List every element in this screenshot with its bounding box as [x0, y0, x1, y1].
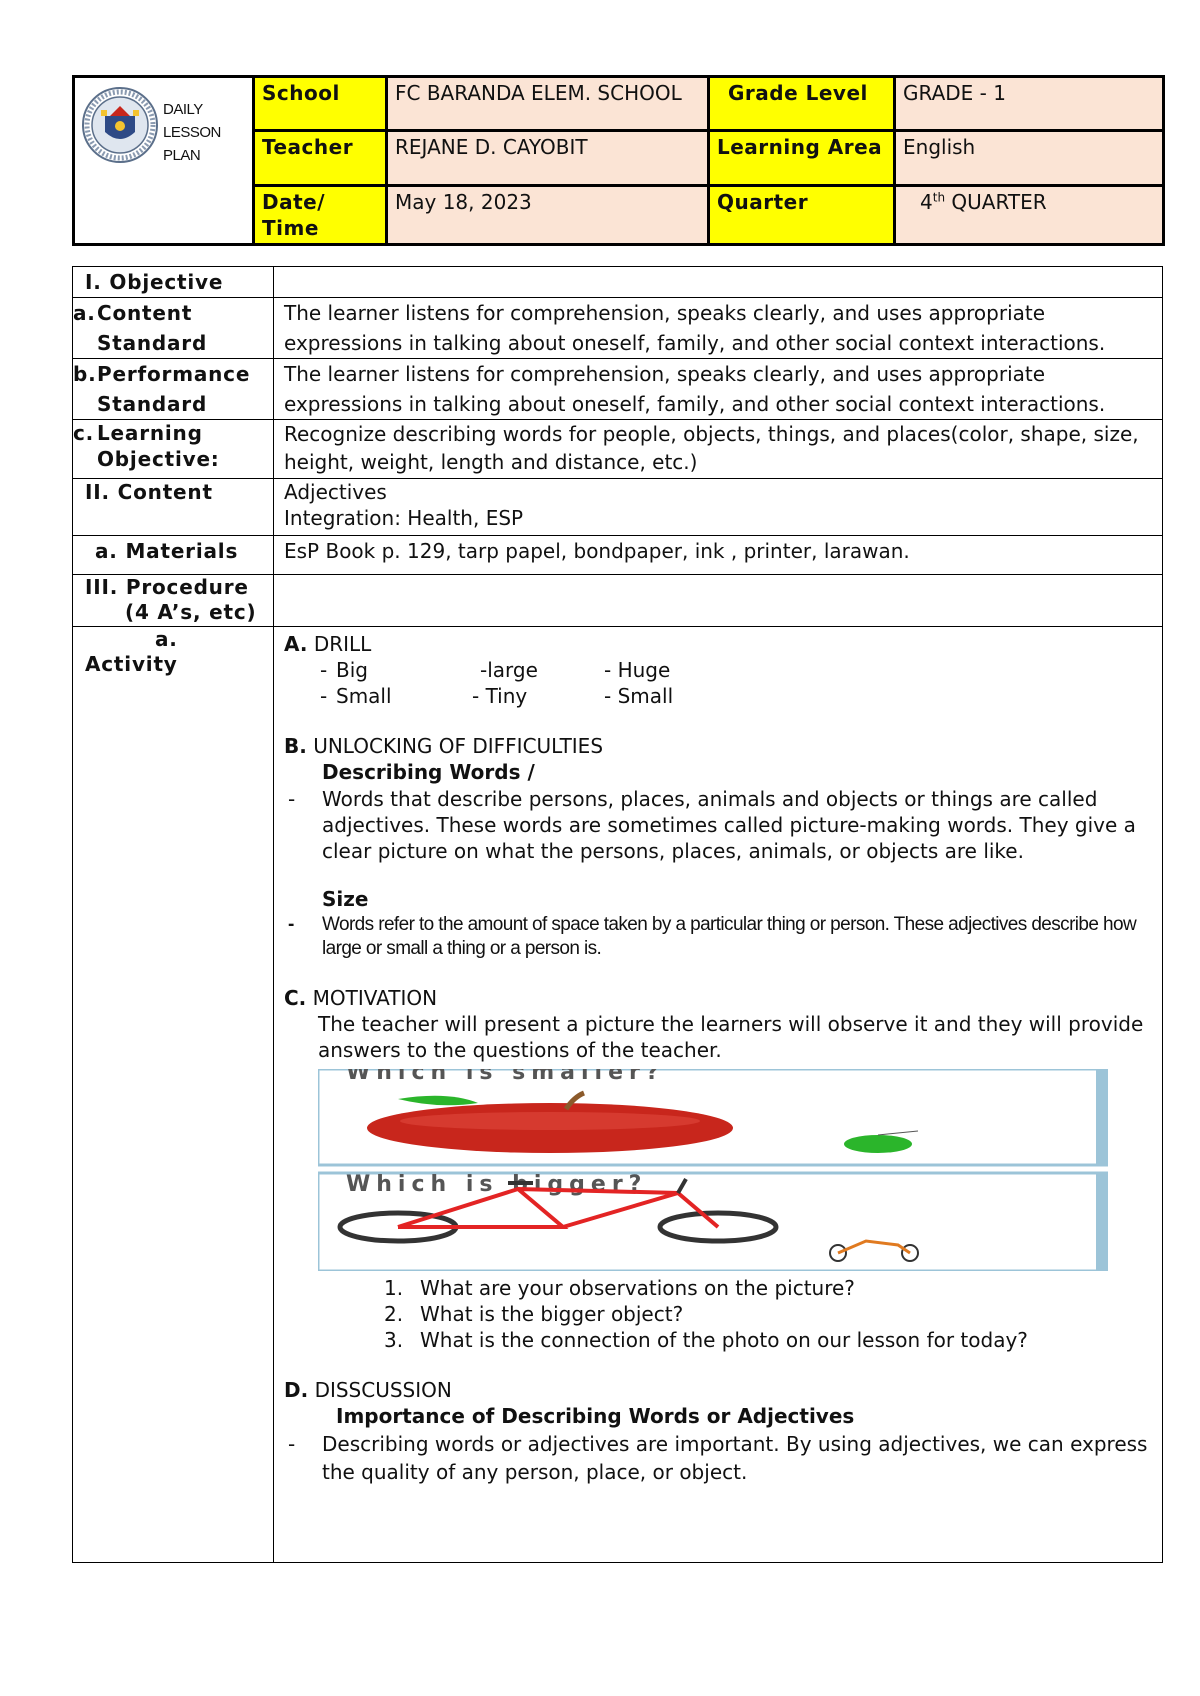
quarter-label: Quarter	[709, 186, 895, 245]
activity-label: a. Activity	[73, 627, 274, 1563]
materials-text: EsP Book p. 129, tarp papel, bondpaper, ink , printer, larawan.	[274, 536, 1163, 575]
learning-area-label: Learning Area	[709, 131, 895, 186]
date-time-value: May 18, 2023	[387, 186, 709, 245]
content-line-1: Adjectives	[284, 480, 387, 504]
logo-cell	[74, 77, 254, 245]
motivation-heading: C. MOTIVATION	[284, 986, 438, 1010]
size-subheading: Size	[322, 887, 369, 911]
question-list	[284, 1275, 1152, 1353]
describing-words-subheading: Describing Words /	[322, 760, 535, 784]
learning-objective-text: Recognize describing words for people, objects, things, and places(color, shape, size, height, weight, length and distance, etc.)	[274, 420, 1163, 479]
apple-bike-illustration	[318, 1069, 1108, 1271]
school-label: School	[254, 77, 387, 131]
picture-caption-smaller: Which is smaller?	[346, 1069, 665, 1085]
question-2: 2. What is the bigger object?	[384, 1302, 684, 1326]
unlocking-heading: B. UNLOCKING OF DIFFICULTIES	[284, 734, 604, 758]
quarter-value: 4th QUARTER	[895, 186, 1164, 245]
grade-level-label: Grade Level	[709, 77, 895, 131]
teacher-value: REJANE D. CAYOBIT	[387, 131, 709, 186]
drill-row-1: - Big -large - Huge	[320, 658, 671, 682]
performance-standard-label: b. Performance Standard	[73, 359, 274, 420]
discussion-subheading: Importance of Describing Words or Adjectives	[336, 1404, 855, 1428]
school-value: FC BARANDA ELEM. SCHOOL	[387, 77, 709, 131]
content-line-2: Integration: Health, ESP	[284, 506, 524, 530]
deped-seal-icon	[81, 86, 159, 164]
picture-caption-bigger: Which is bigger?	[346, 1172, 648, 1197]
discussion-heading: D. DISSCUSSION	[284, 1378, 452, 1402]
content-label: II. Content	[73, 479, 274, 536]
activity-content	[274, 627, 1163, 1563]
objective-label: I. Objective	[73, 267, 274, 298]
unlocking-definition: - Words that describe persons, places, animals and objects or things are called adjectives. These words are sometimes called picture-making words. They give a clear picture on what the persons, places, animals, or objects are like.	[288, 787, 1136, 863]
question-1: 1. What are your observations on the picture?	[384, 1276, 855, 1300]
header-table	[72, 75, 1165, 246]
question-3: 3. What is the connection of the photo on our lesson for today?	[384, 1328, 1028, 1352]
drill-row-2: - Small - Tiny - Small	[320, 684, 674, 708]
procedure-value	[274, 575, 1163, 627]
motivation-text: The teacher will present a picture the learners will observe it and they will provide answers to the questions of the teacher.	[318, 1012, 1144, 1062]
learning-area-value: English	[895, 131, 1164, 186]
size-definition: - Words refer to the amount of space taken by a particular thing or person. These adjectives describe how large or small a thing or a person is.	[288, 914, 1137, 959]
objective-value	[274, 267, 1163, 298]
motivation-picture	[318, 1069, 1108, 1271]
lesson-plan-table	[72, 266, 1163, 1563]
learning-objective-label: c. Learning Objective:	[73, 420, 274, 479]
drill-heading: A. DRILL	[284, 632, 372, 656]
procedure-label: III. Procedure (4 A’s, etc)	[73, 575, 274, 627]
grade-level-value: GRADE - 1	[895, 77, 1164, 131]
content-standard-text: The learner listens for comprehension, speaks clearly, and uses appropriate expressions in talking about oneself, family, and other social context interactions.	[274, 298, 1163, 359]
materials-label: a. Materials	[73, 536, 274, 575]
content-value	[274, 479, 1163, 536]
content-standard-label: a. Content Standard	[73, 298, 274, 359]
date-time-label: Date/ Time	[254, 186, 387, 245]
performance-standard-text: The learner listens for comprehension, speaks clearly, and uses appropriate expressions in talking about oneself, family, and other social context interactions.	[274, 359, 1163, 420]
teacher-label: Teacher	[254, 131, 387, 186]
daily-lesson-plan-label: DAILY LESSON PLAN	[163, 101, 221, 164]
discussion-text: - Describing words or adjectives are important. By using adjectives, we can express the quality of any person, place, or object.	[288, 1432, 1148, 1484]
